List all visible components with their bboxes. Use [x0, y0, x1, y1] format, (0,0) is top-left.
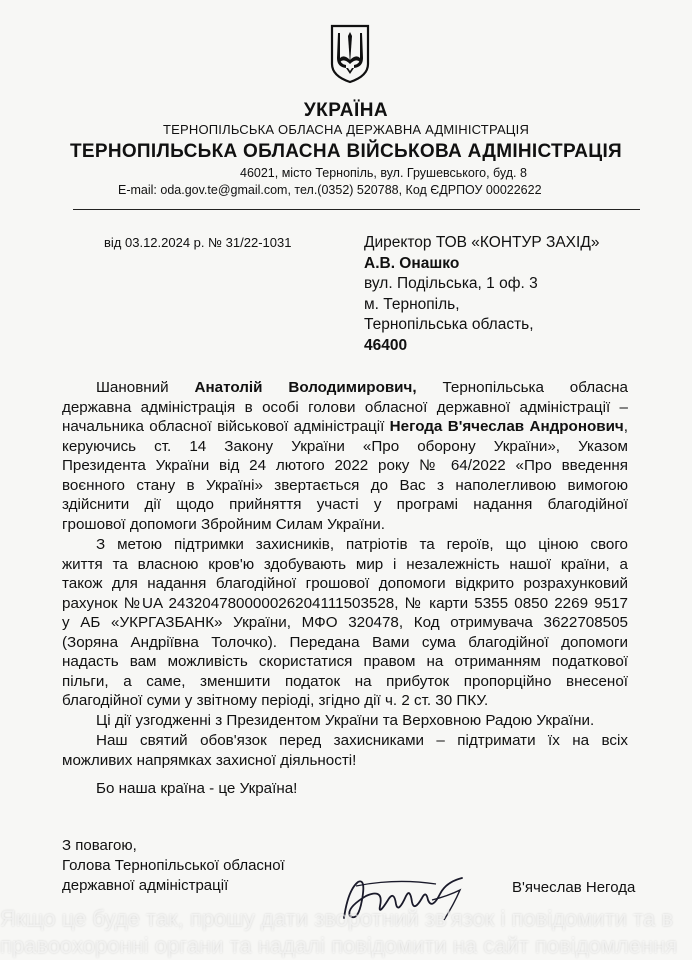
trident-emblem-icon [329, 24, 371, 84]
body-paragraph-1 [62, 378, 628, 534]
signer-name: В'ячеслав Негода [512, 879, 636, 896]
text-line: благодійної суми у звітному періоді, згідно дії ч. 2 ст. 30 ПКУ. [62, 692, 489, 709]
closing-block [62, 836, 285, 896]
recipient-city: м. Тернопіль, [364, 295, 460, 313]
addressee-name: Анатолій Володимирович, [194, 379, 417, 396]
contacts-line: E-mail: oda.gov.te@gmail.com, тел.(0352) 520788, Код ЄДРПОУ 00022622 [118, 183, 542, 197]
text-line: також для надання благодійної грошової допомоги відкрито розрахунковий [62, 575, 628, 592]
text-line: державна адміністрація в особі голови обласної державної адміністрації – [62, 398, 628, 416]
recipient-name: А.В. Онашко [364, 254, 460, 272]
recipient-position: Директор ТОВ «КОНТУР ЗАХІД» [364, 234, 600, 251]
recipient-block [364, 233, 599, 356]
text-fragment: начальника обласної військової адміністрації [62, 418, 390, 435]
text-line: (Зоряна Андріївна Толочко). Передана Вами сума благодійної допомоги [62, 633, 628, 651]
text-line: пільги, а саме, зменшити податок на прибуток пропорційно внесеної [62, 672, 628, 690]
bank-details-line: у АБ «УКРГАЗБАНК» України, МФО 320478, Код отримувача 3622708505 [62, 614, 628, 631]
text-line: здійснити дії щодо прийняття участі у програмі надання благодійної [62, 496, 628, 513]
address-line: 46021, місто Тернопіль, вул. Грушевського, буд. 8 [240, 166, 527, 180]
watermark-line: правоохоронні органи та надалі повідомити на сайт повідомлення [0, 933, 678, 958]
text-line: Бо наша країна - це Україна! [96, 780, 298, 797]
text-line [62, 417, 628, 437]
header-divider [73, 209, 640, 210]
text-fragment: Тернопільська обласна [416, 379, 629, 396]
regards-text: З повагою, [62, 837, 137, 854]
regional-administration-title: ТЕРНОПІЛЬСЬКА ОБЛАСНА ДЕРЖАВНА АДМІНІСТРАЦІЯ [162, 122, 530, 137]
country-title: УКРАЇНА [303, 100, 389, 121]
watermark-overlay [0, 905, 692, 960]
text-line: Наш святий обов'язок перед захисниками – підтримати їх на всіх [96, 732, 628, 749]
greeting: Шановний [96, 379, 195, 396]
signer-title-line-1: Голова Тернопільської обласної [62, 857, 285, 874]
text-line: Президента України від 24 лютого 2022 року № 64/2022 «Про введення [62, 457, 628, 474]
text-line: воєнного стану в Україні» звертається до Вас з наполегливою вимогою [62, 476, 628, 494]
body-paragraph-5 [62, 779, 628, 799]
head-name: Негода В'ячеслав Андронович [389, 418, 624, 435]
text-line: керуючись ст. 14 Закону України «Про оборону України», Указом [62, 437, 628, 455]
letter-reference: від 03.12.2024 р. № 31/22-1031 [104, 235, 292, 250]
recipient-postcode: 46400 [364, 336, 408, 354]
body-paragraph-4 [62, 731, 628, 770]
text-line: життя та власною кров'ю здобувають мир і незалежність нашої країни, а [62, 555, 628, 573]
body-paragraph-3 [62, 711, 628, 731]
text-line: надасть вам можливість скористатися правом на отриманням податкової [62, 653, 628, 670]
bank-account-line: рахунок №UA 243204780000026204111503528, № карти 5355 0850 2269 9517 [62, 594, 628, 612]
text-line: можливих напрямках захисної діяльності! [62, 751, 357, 769]
signer-title-line-2: державної адміністрації [62, 877, 229, 894]
text-line: Ці дії узгодженні з Президентом України та Верховною Радою України. [96, 712, 595, 729]
military-administration-title: ТЕРНОПІЛЬСЬКА ОБЛАСНА ВІЙСЬКОВА АДМІНІСТРАЦІЯ [69, 141, 622, 162]
watermark-line: Якщо це буде так, прошу дати зворотний зв'язок і повідомити та в [0, 906, 674, 931]
text-line: грошової допомоги Збройним Силам України. [62, 515, 385, 533]
body-paragraph-2 [62, 535, 628, 711]
recipient-region: Тернопільська область, [364, 316, 534, 333]
text-fragment: , [623, 418, 628, 435]
text-line: З метою підтримки захисників, патріотів та героїв, що ціною свого [96, 536, 628, 553]
recipient-street: вул. Подільська, 1 оф. 3 [364, 275, 538, 292]
text-line [62, 378, 628, 398]
